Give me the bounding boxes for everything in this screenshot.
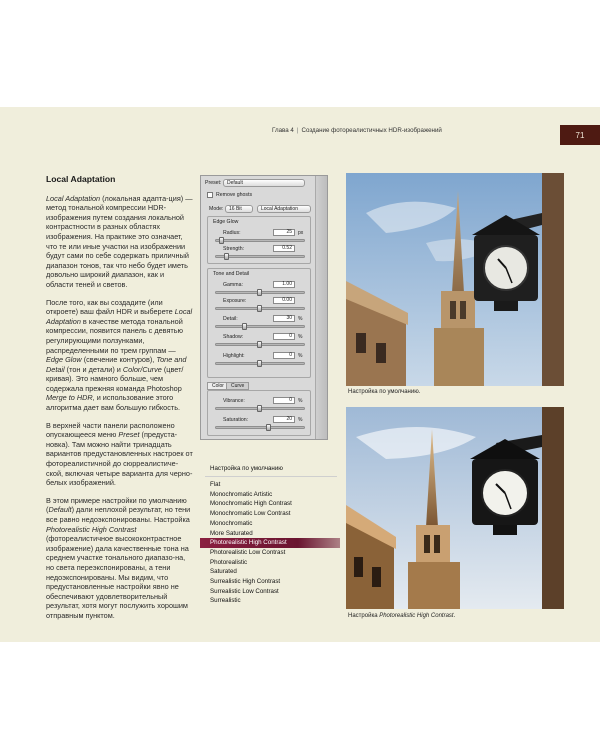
shadow-field[interactable]	[273, 333, 295, 340]
preset-menu-item[interactable]: Monochromatic Low Contrast	[210, 510, 291, 518]
exposure-value: 0.00	[282, 297, 292, 303]
photo-default-preset	[346, 173, 564, 386]
color-group	[207, 390, 311, 436]
section-title: Local Adaptation	[46, 174, 116, 184]
term: Default	[48, 505, 72, 515]
strength-slider[interactable]	[215, 255, 305, 258]
vibrance-field[interactable]	[273, 397, 295, 404]
term: Edge Glow	[46, 355, 82, 365]
detail-label: Detail:	[223, 316, 238, 322]
preset-menu-item[interactable]: Photorealistic	[210, 558, 248, 566]
paragraph-1	[46, 194, 193, 290]
radius-slider-handle[interactable]	[219, 237, 224, 244]
highlight-field[interactable]	[273, 352, 295, 359]
preset-menu-title: Настройка по умолчанию	[210, 465, 283, 472]
running-header	[272, 127, 442, 134]
caption-default: Настройка по умолчанию.	[348, 389, 421, 395]
paragraph-2	[46, 298, 193, 413]
vibrance-label: Vibrance:	[223, 398, 245, 404]
strength-slider-handle[interactable]	[224, 253, 229, 260]
preset-menu-item[interactable]: Photorealistic Low Contrast	[210, 548, 286, 556]
shadow-label: Shadow:	[223, 334, 244, 340]
tab-curve-label: Curve	[231, 383, 245, 389]
detail-unit: %	[298, 316, 303, 322]
shadow-unit: %	[298, 334, 303, 340]
radius-label: Radius:	[223, 230, 241, 236]
paragraph-text: В этом примере настройки по умолчанию (	[46, 495, 187, 515]
gamma-field[interactable]	[273, 281, 295, 288]
saturation-value: 20	[286, 416, 292, 422]
exposure-slider[interactable]	[215, 307, 305, 310]
radius-unit: px	[298, 230, 304, 236]
header-separator: |	[296, 127, 299, 134]
preset-menu-item[interactable]: Flat	[210, 481, 221, 488]
page-number: 71	[575, 130, 585, 140]
caption-term: Photorealistic High Contrast	[379, 613, 454, 619]
preset-menu-item[interactable]: Surrealistic Low Contrast	[210, 587, 279, 595]
highlight-label: Highlight:	[223, 353, 245, 359]
term: Local Adaptation	[46, 193, 101, 203]
body-text-column	[46, 175, 193, 629]
mode-label: Mode:	[209, 206, 224, 212]
tab-color-label: Color	[212, 383, 224, 389]
highlight-unit: %	[298, 353, 303, 359]
vibrance-unit: %	[298, 398, 303, 404]
preset-menu-item[interactable]: Monochromatic	[210, 519, 253, 527]
gamma-value: 1.00	[282, 281, 292, 287]
book-page	[0, 107, 600, 642]
term: Photorealistic High Contrast	[46, 524, 137, 534]
caption-text: Настройка	[348, 613, 380, 619]
detail-slider-handle[interactable]	[242, 323, 247, 330]
strength-field[interactable]	[273, 245, 295, 252]
paragraph-text: (предуста-новка). Там можно найти тринадцать вариантов предустановленных настроек от фотореалистичной до сюрреалистиче-ской, включая четыре варианта для черно-белых изображений.	[46, 430, 193, 488]
shadow-value: 0	[289, 333, 292, 339]
hdr-toning-panel	[200, 175, 328, 440]
chapter-number: Глава 4	[272, 127, 294, 134]
detail-slider[interactable]	[215, 325, 305, 328]
radius-value: 25	[286, 229, 292, 235]
preset-menu-item[interactable]: More Saturated	[210, 529, 253, 537]
paragraph-text: (цвет/кривая). Это намного больше, чем содержала прежняя команда Photoshop	[46, 364, 184, 393]
exposure-slider-handle[interactable]	[257, 305, 262, 312]
remove-ghosts-label: Remove ghosts	[216, 192, 253, 198]
preset-menu-item[interactable]: Saturated	[210, 568, 237, 576]
vibrance-slider[interactable]	[215, 407, 305, 410]
paragraph-3	[46, 421, 193, 488]
caption-text: .	[453, 613, 456, 619]
saturation-slider[interactable]	[215, 426, 305, 429]
paragraph-text: ) дали неплохой результат, но тени все равно недоэкспонированы. Настройка	[46, 505, 191, 524]
vibrance-slider-handle[interactable]	[257, 405, 262, 412]
paragraph-text: (свечение контуров),	[81, 355, 157, 365]
method-dropdown[interactable]	[257, 205, 311, 213]
caption-photorealistic-high-contrast	[348, 613, 455, 619]
photo-photorealistic-high-contrast	[346, 407, 564, 609]
preset-menu-item[interactable]: Surrealistic	[210, 597, 241, 605]
edge-glow-title: Edge Glow	[213, 219, 239, 225]
exposure-label: Exposure:	[223, 298, 247, 304]
paragraph-text: (тон и детали) и	[64, 364, 123, 374]
preset-menu-item[interactable]: Monochromatic Artistic	[210, 490, 273, 498]
saturation-slider-handle[interactable]	[266, 424, 271, 431]
detail-field[interactable]	[273, 315, 295, 322]
highlight-slider[interactable]	[215, 362, 305, 365]
highlight-value: 0	[289, 352, 292, 358]
paragraph-4	[46, 496, 193, 621]
term: Color/Curve	[122, 364, 162, 374]
paragraph-text: , и использование этого алгоритма дает вам большую гибкость.	[46, 393, 181, 413]
strength-value: 0.52	[282, 245, 292, 251]
shadow-slider[interactable]	[215, 343, 305, 346]
detail-value: 30	[286, 315, 292, 321]
term: Preset	[118, 430, 140, 440]
saturation-field[interactable]	[273, 416, 295, 423]
term: Tone and Detail	[46, 355, 187, 374]
preset-label: Preset:	[205, 180, 222, 186]
preset-dropdown[interactable]	[223, 179, 305, 187]
exposure-field[interactable]	[273, 297, 295, 304]
saturation-unit: %	[298, 417, 303, 423]
saturation-label: Saturation:	[223, 417, 249, 423]
bit-depth-value: 16 Bit	[229, 206, 242, 212]
radius-slider[interactable]	[215, 239, 305, 242]
remove-ghosts-checkbox[interactable]	[207, 192, 213, 198]
paragraph-text: (фотореалистичное высококонтрастное изображение) дала качественные тона на среднем участке тонального диапазо-на, но света переэкспонированы, а тени недоэкспонированы. Мы видим, что предустановленные настройки явно не обеспечивают удовлетворительный результат, хотя могут послужить хорошим отправным пунктом.	[46, 534, 189, 620]
paragraph-text: (локальная адапта-ция) — метод тональной компрессии HDR-изображения путем создания локальной контрастности в разных областях изображения. На практике это означает, что те или иные участки на изображении будут сами по себе содержать приличный диапазон тонов, так что небо будет иметь довольно широкий диапазон, как и области теней и светов.	[46, 193, 193, 289]
paragraph-text: В верхней части панели расположено опускающееся меню	[46, 420, 175, 440]
preset-value: Default	[227, 180, 243, 186]
menu-divider	[205, 476, 337, 477]
paragraph-text: в качестве метода тональной компрессии, появится панель с девятью регулирующими ползунками, распределенными по трем группам —	[46, 316, 184, 355]
method-value: Local Adaptation	[261, 206, 298, 212]
page-number-box	[560, 125, 600, 145]
gamma-slider[interactable]	[215, 291, 305, 294]
preset-menu-item[interactable]: Surrealistic High Contrast	[210, 578, 281, 585]
term: Local Adaptation	[46, 307, 193, 326]
preset-menu-item[interactable]: Photorealistic High Contrast	[200, 538, 340, 548]
vibrance-value: 0	[289, 397, 292, 403]
preset-menu-item[interactable]: Monochromatic High Contrast	[210, 500, 292, 508]
tab-curve[interactable]	[226, 382, 249, 390]
chapter-title: Создание фотореалистичных HDR-изображений	[301, 127, 442, 134]
church-clock-photo-hc	[346, 407, 564, 609]
paragraph-text: После того, как вы создадите (или откроете) ваш файл HDR и выберете	[46, 297, 175, 317]
strength-label: Strength:	[223, 246, 245, 252]
church-clock-photo	[346, 173, 564, 386]
bit-depth-dropdown[interactable]	[225, 205, 253, 213]
gamma-label: Gamma:	[223, 282, 243, 288]
shadow-slider-handle[interactable]	[257, 341, 262, 348]
term: Merge to HDR	[46, 393, 93, 403]
gamma-slider-handle[interactable]	[257, 289, 262, 296]
tone-detail-title: Tone and Detail	[213, 271, 250, 277]
radius-field[interactable]	[273, 229, 295, 236]
highlight-slider-handle[interactable]	[257, 360, 262, 367]
panel-right-edge	[315, 176, 327, 439]
